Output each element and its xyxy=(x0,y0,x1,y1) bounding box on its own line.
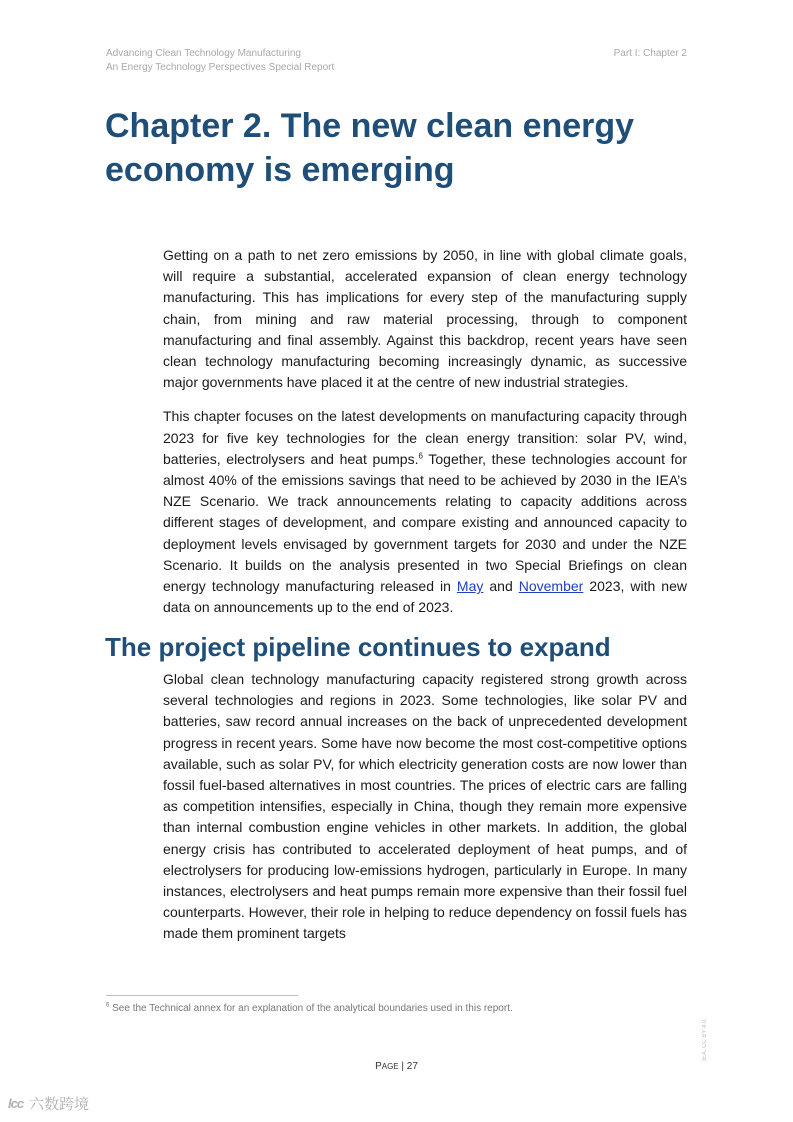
page-number-value: 27 xyxy=(406,1061,418,1072)
footnote-text: See the Technical annex for an explanation of the analytical boundaries used in this report. xyxy=(109,1003,513,1014)
header-part-chapter: Part I: Chapter 2 xyxy=(613,48,687,59)
intro-paragraph-2-continued: Together, these technologies account for almost 40% of the emissions savings that need to be achieved by 2030 in the IEA’s NZE Scenario. We track announcements relating to capacity additions across different stages of development, and compare existing and announced capacity to deployment levels envisaged by government targets for 2030 and under the NZE Scenario. It builds on the analysis presented in two Special Briefings on clean energy technology manufacturing released in xyxy=(163,450,688,595)
header-report-title: Advancing Clean Technology Manufacturing xyxy=(106,48,301,59)
and-text: and xyxy=(483,578,519,595)
november-link[interactable]: November xyxy=(518,578,584,595)
license-notice: IEA. CC BY 4.0. xyxy=(702,1018,708,1061)
watermark-text: 六数跨境 xyxy=(29,1096,90,1113)
section-paragraph: Global clean technology manufacturing capacity registered strong growth across several technologies and regions in 2023. Some technologies, like solar PV and batteries, saw record annual increases on the back of unprecedented development progress in recent years. Some have now become the most cost-competitive options available, such as solar PV, for which electricity generation costs are now lower than fossil fuel-based alternatives in most countries. The prices of electric cars are falling as competition intensifies, especially in China, though they remain more expensive than internal combustion engine vehicles in other markets. In addition, the global energy crisis has contributed to accelerated deployment of heat pumps, and of electrolysers for producing low-emissions hydrogen, particularly in Europe. In many instances, electrolysers and heat pumps remain more expensive than their fossil fuel counterparts. However, their role in helping to reduce dependency on fossil fuels has made them prominent targets xyxy=(163,671,687,942)
page-label-initial: P xyxy=(375,1061,382,1072)
intro-paragraph-2-text: This chapter focuses on the latest developments on manufacturing capacity through 2023 for five key technologies for the clean energy transition: solar PV, wind, batteries, electrolysers and heat pumps. xyxy=(163,408,687,467)
running-header-right xyxy=(614,47,687,61)
footnote-number: 6 xyxy=(106,1002,110,1009)
intro-paragraph-1: Getting on a path to net zero emissions by 2050, in line with global climate goals, will require a substantial, accelerated expansion of clean energy technology manufacturing. This has implications for every step of the manufacturing supply chain, from mining and raw material processing, through to component manufacturing and final assembly. Against this backdrop, recent years have seen clean technology manufacturing becoming increasingly dynamic, as successive major governments have placed it at the centre of new industrial strategies. xyxy=(163,247,687,391)
running-header-left xyxy=(106,47,334,75)
footnote-reference[interactable]: 6 xyxy=(418,451,423,461)
chapter-title: Chapter 2. The new clean energy economy is emerging xyxy=(105,107,635,189)
page-separator: | xyxy=(398,1061,407,1072)
watermark xyxy=(8,1093,89,1114)
footnote-divider xyxy=(106,995,298,996)
watermark-logo-icon: lcc xyxy=(8,1096,24,1111)
header-report-subtitle: An Energy Technology Perspectives Special Report xyxy=(106,62,335,73)
page-number xyxy=(0,1061,793,1072)
intro-paragraph-2 xyxy=(163,406,687,618)
intro-block xyxy=(163,245,687,618)
section-block xyxy=(163,669,687,945)
intro-paragraph-2-end: 2023, with new data on announcements up to the end of 2023. xyxy=(163,578,687,616)
may-link[interactable]: May xyxy=(456,578,484,595)
section-heading: The project pipeline continues to expand xyxy=(105,632,611,662)
page-label-rest: AGE xyxy=(381,1062,399,1071)
footnote xyxy=(106,1003,513,1014)
